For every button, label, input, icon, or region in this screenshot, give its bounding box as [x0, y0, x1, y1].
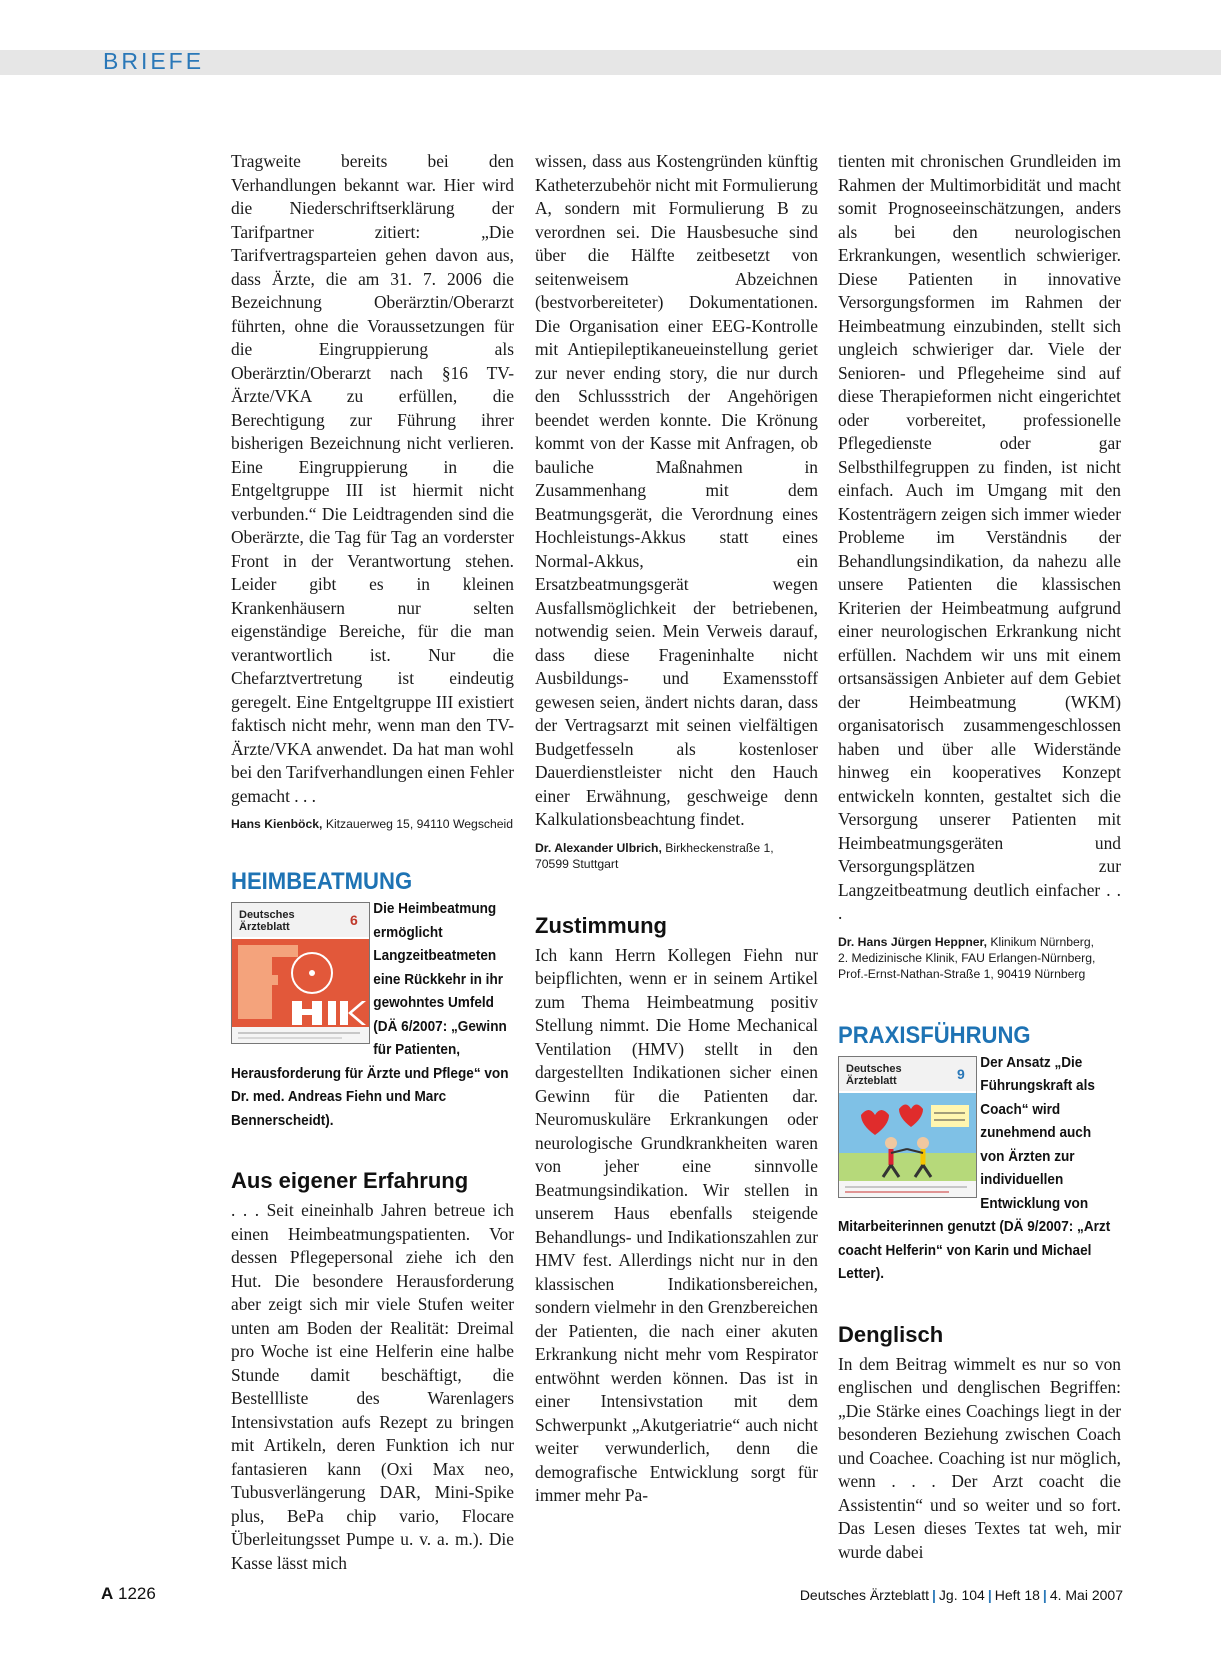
- category-heading-heimbeatmung: HEIMBEATMUNG: [231, 868, 413, 895]
- letter-continuation-text: tienten mit chronischen Grundleiden im Rahmen der Multimorbidität und macht somit Prognoseeinschätzungen, anders als bei den neurologischen Erkrankungen, wesentlich schwieriger. Diese Patienten in innovative Versorgungsformen im Rahmen der Heimbeatmung einzubinden, stellt sich ungleich schwieriger dar. Viele der Senioren- und Pflegeheime sind auf diese Therapieformen nicht eingerichtet oder vorbereitet, professionelle Pflegedienste oder gar Selbsthilfegruppen zu finden, ist nicht einfach. Auch im Umgang mit den Kostenträgern zeigen sich immer wieder Probleme im Verständnis der Behandlungsindikation, da nahezu alle unsere Patienten die klassischen Kriterien der Heimbeatmung aufgrund einer neurologischen Erkrankung nicht erfüllen. Nachdem wir uns mit einem ortsansässigen Anbieter auf dem Gebiet der Heimbeatmung (WKM) organisatorisch zusammengeschlossen haben und über alle Widerstände hinweg ein kooperatives Konzept entwickeln konnten, gestaltet sich die Versorgung unserer Patienten mit Heimbeatmungsgeräten und Versorgungsplätzen zur Langzeitbeatmung deutlich einfacher . . .: [838, 151, 1121, 923]
- column-1: [231, 150, 514, 1575]
- cover-issue-number: 9: [957, 1065, 965, 1082]
- cover-issue-number: 6: [350, 912, 358, 928]
- author-address: Prof.-Ernst-Nathan-Straße 1, 90419 Nürnberg: [838, 966, 1086, 981]
- author-name: Dr. Hans Jürgen Heppner,: [838, 934, 987, 949]
- letter-heading-denglisch: Denglisch: [838, 1321, 944, 1347]
- cover-brand-line1: Deutsches: [846, 1062, 902, 1075]
- cover-brand-line2: Ärzteblatt: [846, 1074, 897, 1087]
- journal-date: 4. Mai 2007: [1049, 1587, 1123, 1603]
- letter-text-zustimmung: Ich kann Herrn Kollegen Fiehn nur beipflichten, wenn er in seinem Artikel zum Thema Heimbeatmung positiv Stellung nimmt. Die Home Mechanical Ventilation (HMV) stellt in den dargestellten Indikationen sicher einen Gewinn für die Patienten dar. Neuromuskuläre Erkrankungen oder neurologische Grundkrankheiten waren von jeher eine sinnvolle Beatmungsindikation. Wir stellen in unserem Haus ebenfalls steigende Behandlungs- und Indikationszahlen zur HMV fest. Allerdings nicht nur in den klassischen Indikationsbereichen, sondern vielmehr in den Grenzbereichen der Patienten, die nach einer akuten Erkrankung nicht mehr vom Respirator entwöhnt werden können. Das ist in einer Intensivstation mit dem Schwerpunkt „Akutgeriatrie“ auch nicht weiter verwunderlich, denn die demografische Entwicklung sorgt für immer mehr Pa-: [535, 944, 818, 1505]
- column-2: [535, 150, 818, 1508]
- author-affiliation-line2: 2. Medizinische Klinik, FAU Erlangen-Nürnberg,: [838, 950, 1096, 965]
- reference-block-heimbeatmung: [231, 898, 514, 1133]
- cover-brand-line1: Deutsches: [239, 909, 295, 921]
- separator: |: [931, 1587, 936, 1603]
- cover-brand-line2: Ärzteblatt: [239, 921, 290, 933]
- page-number-value: 1226: [118, 1584, 156, 1603]
- journal-issue: Heft 18: [994, 1587, 1040, 1603]
- author-address: Kitzauerweg 15, 94110 Wegscheid: [322, 817, 514, 831]
- letter-text-denglisch: In dem Beitrag wimmelt es nur so von englischen und denglischen Begriffen: „Die Stärke eines Coachings liegt in der besonderen Beziehung zwischen Coach und Coachee. Coaching ist nur möglich, wenn . . . Der Arzt coacht die Assistentin“ und so weiter und so fort. Das Lesen dieses Textes tat weh, mir wurde dabei: [838, 1353, 1121, 1562]
- category-heading-praxisfuehrung: PRAXISFÜHRUNG: [838, 1021, 1031, 1049]
- author-address-line2: 70599 Stuttgart: [535, 856, 619, 871]
- author-name: Hans Kienböck,: [231, 817, 323, 831]
- signature-heppner: [838, 934, 1121, 982]
- page-prefix: A: [101, 1584, 114, 1603]
- reference-note-heimbeatmung: Die Heimbeatmung ermöglicht Langzeitbeatmeten eine Rückkehr in ihr gewohntes Umfeld (DÄ 6/2007: „Gewinn für Patienten, Herausforderung für Ärzte und Pflege“ von Dr. med. Andreas Fiehn und Marc Bennerscheidt).: [231, 901, 509, 1129]
- journal-volume: Jg. 104: [938, 1587, 985, 1603]
- section-label: BRIEFE: [103, 48, 205, 74]
- author-address-line1: Birkheckenstraße 1,: [661, 840, 774, 855]
- column-3: [838, 150, 1121, 1564]
- separator: |: [1042, 1587, 1047, 1603]
- page-number: [101, 1584, 156, 1604]
- author-name: Dr. Alexander Ulbrich,: [535, 840, 662, 855]
- footer-publication-info: [800, 1587, 1123, 1603]
- separator: |: [987, 1587, 992, 1603]
- letter-text-eigene-erfahrung: . . . Seit eineinhalb Jahren betreue ich einen Heimbeatmungspatienten. Vor dessen Pflegepersonal ziehe ich den Hut. Die besondere Herausforderung aber zeigt sich mir viele Stufen weiter unten am Boden der Realität: Dreimal pro Woche ist eine Helferin eine halbe Stunde damit beschäftigt, die Bestellliste des Warenlagers Intensivstation aufs Rezept zu bringen mit Artikeln, deren Funktion ich nur fantasieren kann (Oxi Max neo, Tubusverlängerung DAR, Mini-Spike plus, BePa chip vario, Flocare Überleitungsset Pumpe u. v. a. m.). Die Kasse lässt mich: [231, 1200, 514, 1573]
- letter-continuation-text: Tragweite bereits bei den Verhandlungen bekannt war. Hier wird die Niederschriftserklärung der Tarifpartner zitiert: „Die Tarifvertragsparteien gehen davon aus, dass Ärzte, die am 31. 7. 2006 die Bezeichnung Oberärztin/Oberarzt führten, ohne die Voraussetzungen für die Eingruppierung als Oberärztin/Oberarzt nach §16 TV-Ärzte/VKA zu erfüllen, die Berechtigung zur Führung ihrer bisherigen Bezeichnung nicht verlieren. Eine Eingruppierung in die Entgeltgruppe III ist hiermit nicht verbunden.“ Die Leidtragenden sind die Oberärzte, die Tag für Tag an vorderster Front in der Verantwortung stehen. Leider gibt es in kleinen Krankenhäusern nur selten eigenständige Bereiche, für die man verantwortlich ist. Nur die Chefarztvertretung ist eindeutig geregelt. Eine Entgeltgruppe III existiert faktisch nicht mehr, wenn man den TV-Ärzte/VKA anwendet. Da hat man wohl bei den Tarifverhandlungen einen Fehler gemacht . . .: [231, 151, 514, 806]
- signature-kienboeck: [231, 816, 514, 832]
- reference-note-praxisfuehrung: Der Ansatz „Die Führungskraft als Coach“ wird zunehmend auch von Ärzten zur individuellen Entwicklung von Mitarbeiterinnen genutzt (DÄ 9/2007: „Arzt coacht Helferin“ von Karin und Michael Letter).: [838, 1054, 1111, 1282]
- letter-heading-eigene-erfahrung: Aus eigener Erfahrung: [231, 1168, 469, 1193]
- letter-continuation-text: wissen, dass aus Kostengründen künftig Katheterzubehör nicht mit Formulierung A, sondern mit Formulierung B zu verordnen sei. Die Hausbesuche sind über die Hälfte zeitbesetzt von seitenweisem Abzeichnen (bestvorbereiteter) Dokumentationen. Die Organisation einer EEG-Kontrolle mit Antiepileptikaneueinstellung geriet zur never ending story, die nur durch den Schlussstrich der Angehörigen beendet werden konnte. Die Krönung kommt von der Kasse mit Anfragen, ob bauliche Maßnahmen in Zusammenhang mit dem Beatmungsgerät, die Verordnung eines Hochleistungs-Akkus statt eines Normal-Akkus, ein Ersatzbeatmungsgerät wegen Ausfallsmöglichkeit der betriebenen, notwendig seien. Mein Verweis darauf, dass diese Frageninhalte nicht Ausbildungs- und Examensstoff gewesen seien, ändert nichts daran, dass der Vertragsarzt mit seinen vielfältigen Budgetfesseln als kostenloser Dauerdienstleister nicht den Hauch einer Erwähnung, geschweige denn Kalkulationsbeachtung findet.: [535, 151, 818, 829]
- letter-heading-zustimmung: Zustimmung: [535, 912, 667, 938]
- journal-name: Deutsches Ärzteblatt: [799, 1587, 929, 1603]
- author-affiliation-line1: Klinikum Nürnberg,: [987, 934, 1095, 949]
- reference-block-praxisfuehrung: [838, 1052, 1121, 1287]
- signature-ulbrich: [535, 840, 818, 872]
